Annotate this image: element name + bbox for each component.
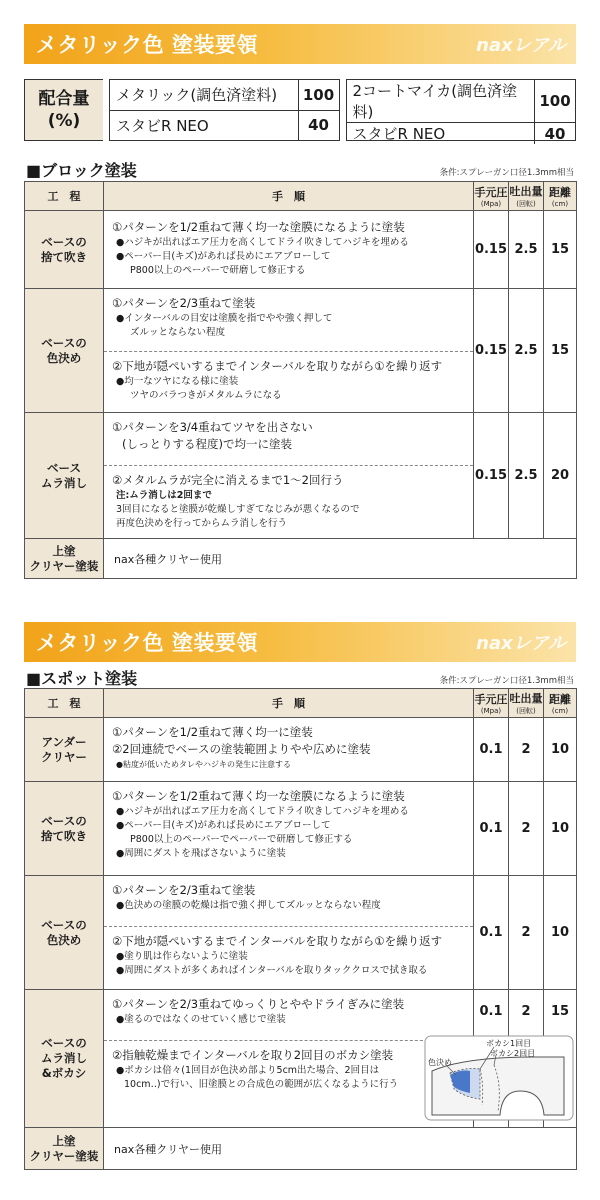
discharge-value: 2 [509, 876, 544, 990]
label-base-color: 色決め [428, 1058, 452, 1067]
mix-ratio-table [24, 79, 576, 141]
mix-row: スタビR NEO 40 [110, 110, 339, 141]
distance-value: 15 [544, 211, 577, 289]
step-cell: ベースの 捨て吹き [25, 211, 104, 289]
procedure-cell: nax各種クリヤー使用 [104, 539, 577, 579]
header-banner [24, 24, 576, 64]
section-title: ■スポット塗装 [26, 669, 138, 688]
label-blend-1: ボカシ1回目 [486, 1039, 532, 1048]
mix-left-table [109, 79, 340, 141]
label-blend-2: ボカシ2回目 [490, 1049, 536, 1058]
table-row [25, 876, 577, 990]
distance-value: 10 [544, 876, 577, 990]
procedure-cell: ①パターンを1/2重ねて薄く均一な塗膜になるように塗装 ●ハジキが出ればエア圧力を高くしてドライ吹きしてハジキを埋める ●ペーパー目(キズ)があれば長めにエアブローして P800以上のペーパーでペーパーで研磨して修正する ●周囲にダストを飛ばさないように塗装 [104, 782, 474, 876]
mix-row: スタビR NEO 40 [347, 122, 576, 144]
table-header-row [25, 689, 577, 718]
discharge-value: 2.5 [509, 211, 544, 289]
procedure-cell: ①パターンを1/2重ねて薄く均一に塗装 ②2回連続でベースの塗装範囲よりやや広めに塗装 ●粘度が低いためタレやハジキの発生に注意する [104, 718, 474, 782]
header-discharge: 吐出量 (回転) [509, 182, 544, 211]
blending-diagram [424, 1035, 574, 1121]
condition-note: 条件:スプレーガン口径1.3mm相当 [439, 168, 574, 178]
section-title: ■ブロック塗装 [26, 161, 137, 180]
pressure-value: 0.15 [474, 289, 509, 413]
header-process: 工 程 [25, 689, 104, 718]
discharge-value: 2 [509, 782, 544, 876]
procedure-cell: nax各種クリヤー使用 [104, 1128, 577, 1170]
step-cell: 上塗 クリヤー塗装 [25, 1128, 104, 1170]
distance-value: 15 [544, 990, 577, 1128]
table-row [25, 413, 577, 539]
table-row [25, 211, 577, 289]
banner-title: メタリック色 塗装要領 [36, 33, 258, 57]
table-row [25, 539, 577, 579]
step-cell: ベースの 捨て吹き [25, 782, 104, 876]
procedure-cell: ①パターンを3/4重ねてツヤを出さない (しっとりする程度)で均一に塗装 ②メタルムラが完全に消えるまで1～2回行う 注:ムラ消しは2回まで 3回目になると塗膜が乾燥しすぎてなじみが悪くなるので 再度色決めを行ってからムラ消しを行う [104, 413, 474, 539]
discharge-value: 2 [509, 718, 544, 782]
step-cell: アンダー クリヤー [25, 718, 104, 782]
brand-logo: naxレアル [476, 35, 566, 56]
discharge-value: 2.5 [509, 289, 544, 413]
header-process: 工 程 [25, 182, 104, 211]
step-cell: ベースの 色決め [25, 289, 104, 413]
table-row [25, 1128, 577, 1170]
condition-note: 条件:スプレーガン口径1.3mm相当 [439, 676, 574, 686]
mix-row: メタリック(調色済塗料) 100 [110, 80, 339, 110]
step-cell: ベースの ムラ消し &ボカシ [25, 990, 104, 1128]
mix-row: 2コートマイカ(調色済塗料) 100 [347, 80, 576, 122]
header-procedure: 手 順 [104, 182, 474, 211]
header-pressure: 手元圧 (Mpa) [474, 182, 509, 211]
distance-value: 15 [544, 289, 577, 413]
pressure-value: 0.1 [474, 782, 509, 876]
distance-value: 20 [544, 413, 577, 539]
distance-value: 10 [544, 718, 577, 782]
brand-logo: naxレアル [476, 633, 566, 654]
table-row [25, 289, 577, 413]
procedure-cell: ①パターンを1/2重ねて薄く均一な塗膜になるように塗装 ●ハジキが出ればエア圧力を高くしてドライ吹きしてハジキを埋める ●ペーパー目(キズ)があれば長めにエアブローして P800以上のペーパーで研磨して修正する [104, 211, 474, 289]
header-procedure: 手 順 [104, 689, 474, 718]
table-row [25, 718, 577, 782]
panel-illustration [424, 1035, 574, 1121]
table-row [25, 782, 577, 876]
block-procedure-table [24, 181, 577, 579]
discharge-value: 2.5 [509, 413, 544, 539]
step-cell: ベースの 色決め [25, 876, 104, 990]
step-cell: ベース ムラ消し [25, 413, 104, 539]
pressure-value: 0.1 [474, 876, 509, 990]
pressure-value: 0.1 [474, 990, 509, 1128]
header-distance: 距離 (cm) [544, 689, 577, 718]
distance-value: 10 [544, 782, 577, 876]
banner-title: メタリック色 塗装要領 [36, 631, 258, 655]
mix-right-table [346, 79, 577, 141]
mix-ratio-label: 配合量 (%) [24, 79, 103, 141]
procedure-cell: ①パターンを2/3重ねて塗装 ●色決めの塗膜の乾燥は指で強く押してズルッとならない程度 ②下地が隠ぺいするまでインターバルを取りながら①を繰り返す ●塗り肌は作らないように塗装 ●周囲にダストが多くあればインターバルを取りタッククロスで拭き取る [104, 876, 474, 990]
header-banner [24, 622, 576, 662]
pressure-value: 0.15 [474, 413, 509, 539]
header-discharge: 吐出量 (回転) [509, 689, 544, 718]
discharge-value: 2 [509, 990, 544, 1128]
header-pressure: 手元圧 (Mpa) [474, 689, 509, 718]
table-header-row [25, 182, 577, 211]
procedure-cell: ①パターンを2/3重ねて塗装 ●インターバルの目安は塗膜を指でやや強く押して ズルッとならない程度 ②下地が隠ぺいするまでインターバルを取りながら①を繰り返す ●均一なツヤになる様に塗装 ツヤのバラつきがメタルムラになる [104, 289, 474, 413]
pressure-value: 0.15 [474, 211, 509, 289]
step-cell: 上塗 クリヤー塗装 [25, 539, 104, 579]
header-distance: 距離 (cm) [544, 182, 577, 211]
pressure-value: 0.1 [474, 718, 509, 782]
procedure-cell: ①パターンを2/3重ねてゆっくりとややドライぎみに塗装 ●塗るのではなくのせていく感じで塗装 ②指触乾燥までインターバルを取り2回目のボカシ塗装 ●ボカシは倍々(1回目が色決め部より5cm出た場合、2回目は 10cm‥)で行い、旧塗膜との合成色の範囲が広くなるように行う [104, 990, 474, 1128]
